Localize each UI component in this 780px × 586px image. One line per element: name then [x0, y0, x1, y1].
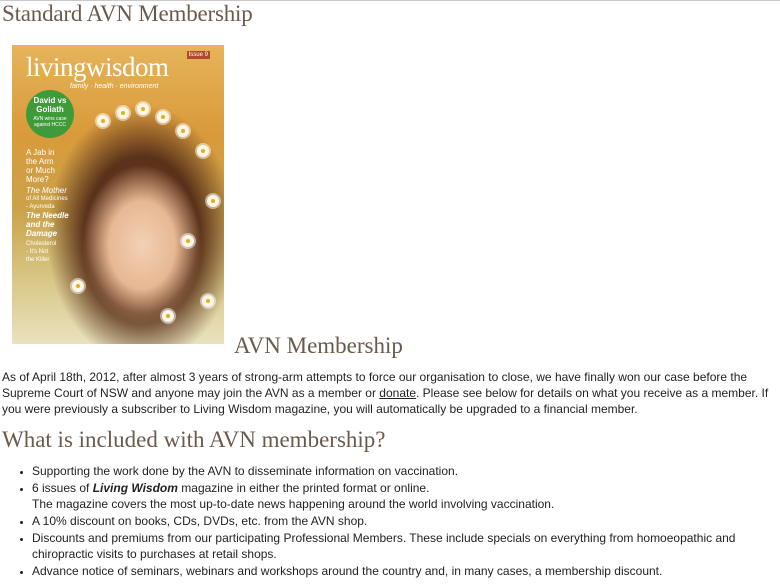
- intro-paragraph: [2, 369, 777, 417]
- flower-decoration: [117, 107, 129, 119]
- coverline: or Much: [26, 166, 55, 175]
- coverline: the Killer: [26, 257, 50, 263]
- benefit-text: The magazine covers the most up-to-date news happening around the world involving vaccination.: [32, 497, 555, 511]
- badge-sub: AVN wins case against HCCC: [33, 116, 67, 128]
- coverline: A Jab in: [26, 148, 55, 157]
- badge-title: David vs Goliath: [33, 96, 67, 114]
- magazine-issue: Issue 9: [188, 52, 208, 58]
- benefit-text: Supporting the work done by the AVN to disseminate information on vaccination.: [32, 464, 459, 478]
- benefit-text: 6 issues of: [32, 481, 93, 495]
- coverline: and the: [26, 220, 55, 229]
- coverline: More?: [26, 175, 49, 184]
- page-title: Standard AVN Membership: [2, 1, 253, 26]
- flower-decoration: [197, 145, 209, 157]
- benefit-text: magazine in either the printed format or online.: [177, 481, 430, 495]
- flower-decoration: [182, 235, 194, 247]
- flower-decoration: [162, 310, 174, 322]
- list-item: [32, 530, 775, 562]
- coverline: - Ayurveda: [26, 204, 55, 210]
- flower-decoration: [137, 103, 149, 115]
- included-heading: What is included with AVN membership?: [2, 427, 386, 452]
- benefit-text: A 10% discount on books, CDs, DVDs, etc. from the AVN shop.: [32, 514, 368, 528]
- benefits-list: [0, 463, 775, 580]
- coverline: Cholesterol: [26, 241, 57, 247]
- list-item: [32, 480, 775, 512]
- benefit-text: Advance notice of seminars, webinars and workshops around the country and, in many cases, a membership discount.: [32, 564, 663, 578]
- section-title: AVN Membership: [234, 333, 403, 358]
- magazine-cover-image: [12, 45, 224, 344]
- coverline: - It's Not: [26, 249, 49, 255]
- coverline: Damage: [26, 229, 58, 238]
- coverline: of All Medicines: [26, 196, 68, 202]
- coverline: The Needle: [26, 211, 69, 220]
- flower-decoration: [97, 115, 109, 127]
- cover-badge: [26, 90, 74, 138]
- flower-decoration: [177, 125, 189, 137]
- flower-decoration: [157, 111, 169, 123]
- flower-decoration: [72, 280, 84, 292]
- donate-link[interactable]: donate: [379, 386, 416, 400]
- magazine-tagline: family · health · environment: [70, 83, 159, 90]
- benefit-text: Discounts and premiums from our participating Professional Members. These include specials on everything from homoeopathic and chiropractic visits to purchases at retail shops.: [32, 531, 736, 561]
- list-item: [32, 563, 775, 579]
- intro-text-start: As of April 18th, 2012, after almost 3 years of strong-arm attempts to force our organisation to close, we have finally won our case before the Supreme Court of NSW and anyone may join the AVN as a member or: [2, 370, 748, 400]
- coverline: the Arm: [26, 157, 54, 166]
- list-item: [32, 513, 775, 529]
- intro-text-end: . Please see below for details on what you receive as a member. If you were previously a subscriber to Living Wisdom magazine, you will automatically be upgraded to a financial member.: [2, 386, 769, 416]
- flower-decoration: [207, 195, 219, 207]
- coverline: The Mother: [26, 186, 67, 195]
- flower-decoration: [202, 295, 214, 307]
- magazine-title: livingwisdom: [26, 52, 169, 82]
- list-item: [32, 463, 775, 479]
- magazine-name: Living Wisdom: [92, 481, 178, 495]
